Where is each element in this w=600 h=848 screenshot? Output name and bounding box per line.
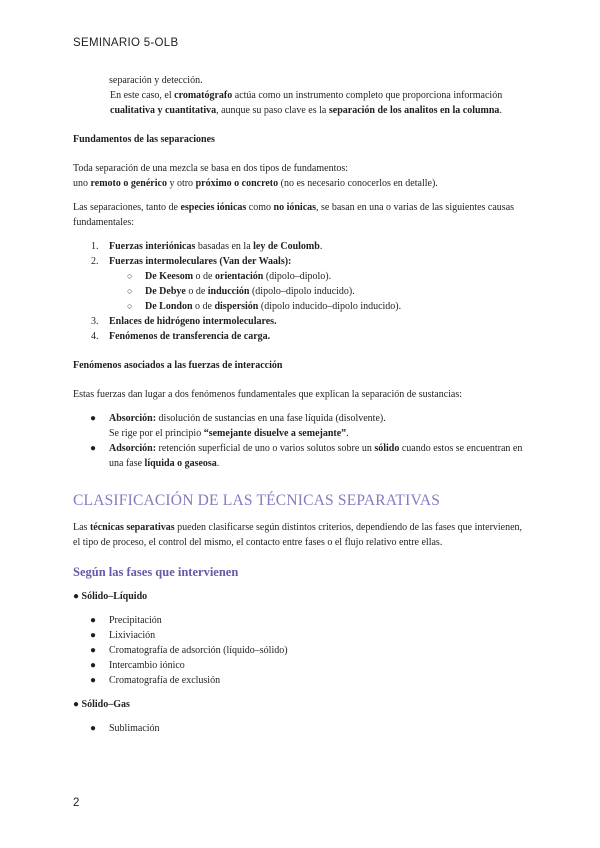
list-item: 1. Fuerzas interiónicas basadas en la ley de Coulomb. [91,241,323,252]
group-solido-liquido: ● Sólido–Líquido [73,591,148,602]
group-solido-gas: ● Sólido–Gas [73,699,130,710]
list-item: ● Intercambio iónico [90,660,185,671]
intro-paragraph: En este caso, el cromatógrafo actúa como un instrumento completo que proporciona información cualitativa y cuantitativa, aunque su paso clave es la separación de los analitos en la columna. [110,90,503,116]
list-item: ● Precipitación [90,615,162,626]
sublist-item: ○ De Debye o de inducción (dipolo–dipolo inducido). [127,286,355,297]
sublist-item: ○ De Keesom o de orientación (dipolo–dipolo). [127,271,332,282]
solido-gas-list [73,721,528,736]
list-item: ● Adsorción: retención superficial de uno o varios solutos sobre un sólido cuando estos se encuentran en una fase líquida o gaseosa. [90,443,523,469]
clasificacion-paragraph: Las técnicas separativas pueden clasificarse según distintos criterios, dependiendo de las fases que intervienen, el tipo de proceso, el control del mismo, el contacto entre fases o el flujo relativo entre ellas. [73,522,523,548]
page-content [73,73,528,736]
fases-subheading: Según las fases que intervienen [73,565,239,579]
list-item: ● Cromatografía de adsorción (líquido–sólido) [90,645,288,656]
list-item: ● Sublimación [90,723,160,734]
fenomenos-list [73,411,528,471]
fundamentos-heading: Fundamentos de las separaciones [73,134,215,145]
fenomenos-heading: Fenómenos asociados a las fuerzas de interacción [73,360,283,371]
solido-liquido-list [73,613,528,688]
sublist [109,269,528,314]
list-item: ● Absorción: disolución de sustancias en una fase líquida (disolvente). Se rige por el principio “semejante disuelve a semejante”. [90,413,386,439]
sublist-item: ○ De London o de dispersión (dipolo inducido–dipolo inducido). [127,301,402,312]
fundamentos-paragraph-3: Las separaciones, tanto de especies iónicas como no iónicas, se basan en una o varias de las siguientes causas fundamentales: [73,202,515,228]
document-header: SEMINARIO 5-OLB [73,37,179,49]
fenomenos-paragraph: Estas fuerzas dan lugar a dos fenómenos fundamentales que explican la separación de sustancias: [73,389,463,400]
list-item: 2. Fuerzas intermoleculares (Van der Waals): ○ De Keesom o de orientación (dipolo–dipolo). ○ De Debye o de inducción (dipolo–dipolo inducido). ○ De London o de dispersión (dipolo inducido–dipolo inducido). [109,254,528,314]
fundamentos-paragraph-2: uno remoto o genérico y otro próximo o concreto (no es necesario conocerlos en detalle). [73,178,438,189]
fundamentos-paragraph-1: Toda separación de una mezcla se basa en dos tipos de fundamentos: [73,163,349,174]
list-item: ● Cromatografía de exclusión [90,675,221,686]
fundamentos-list [73,239,528,344]
list-item: 3. Enlaces de hidrógeno intermoleculares. [91,316,277,327]
list-item: 4. Fenómenos de transferencia de carga. [91,331,271,342]
list-item: ● Lixiviación [90,630,156,641]
page-number: 2 [73,797,80,809]
intro-line: separación y detección. [109,75,203,86]
clasificacion-heading: CLASIFICACIÓN DE LAS TÉCNICAS SEPARATIVAS [73,492,441,509]
